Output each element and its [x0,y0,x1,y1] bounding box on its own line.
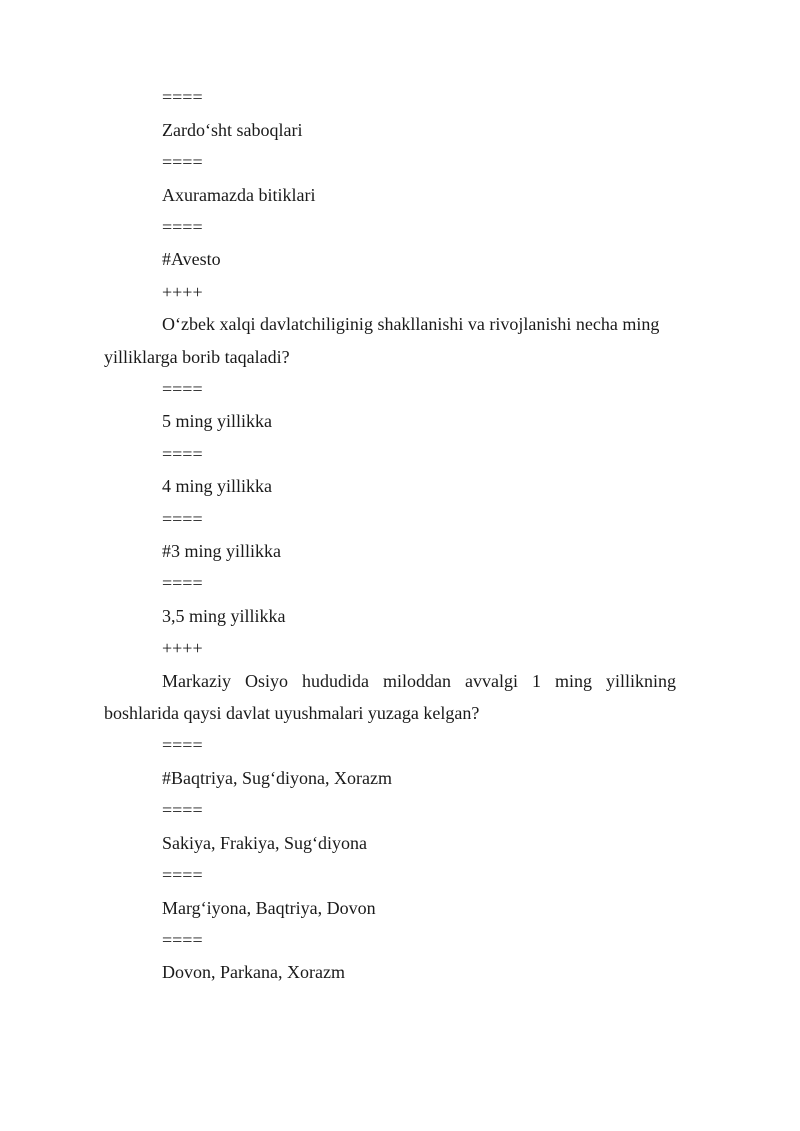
separator: ==== [162,865,203,885]
answer-option: 4 ming yillikka [162,476,272,496]
word: 1 [531,671,541,691]
word: Markaziy [162,671,231,691]
question-text-line-1 [162,670,676,692]
answer-option: Marg‘iyona, Baqtriya, Dovon [162,898,376,918]
word: hududida [301,671,369,691]
separator: ==== [162,444,203,464]
answer-option: Dovon, Parkana, Xorazm [162,962,345,982]
word: Osiyo [244,671,288,691]
question-separator: ++++ [162,638,203,658]
question-text-line-1: O‘zbek xalqi davlatchiliginig shakllanishi va rivojlanishi necha ming [162,314,660,334]
word: miloddan [382,671,451,691]
answer-option: 5 ming yillikka [162,411,272,431]
separator: ==== [162,217,203,237]
separator: ==== [162,930,203,950]
separator: ==== [162,87,203,107]
answer-option-correct: #3 ming yillikka [162,541,281,561]
answer-option: Sakiya, Frakiya, Sug‘diyona [162,833,367,853]
answer-option: Axuramazda bitiklari [162,185,316,205]
answer-option: Zardo‘sht saboqlari [162,120,303,140]
question-separator: ++++ [162,282,203,302]
answer-option-correct: #Baqtriya, Sug‘diyona, Xorazm [162,768,392,788]
answer-option: 3,5 ming yillikka [162,606,286,626]
answer-option-correct: #Avesto [162,249,221,269]
word: yillikning [605,671,676,691]
separator: ==== [162,379,203,399]
word: avvalgi [464,671,518,691]
separator: ==== [162,573,203,593]
separator: ==== [162,735,203,755]
separator: ==== [162,509,203,529]
question-text-line-2: yilliklarga borib taqaladi? [104,347,290,367]
question-text-line-2: boshlarida qaysi davlat uyushmalari yuzaga kelgan? [104,703,480,723]
separator: ==== [162,800,203,820]
word: ming [554,671,592,691]
separator: ==== [162,152,203,172]
